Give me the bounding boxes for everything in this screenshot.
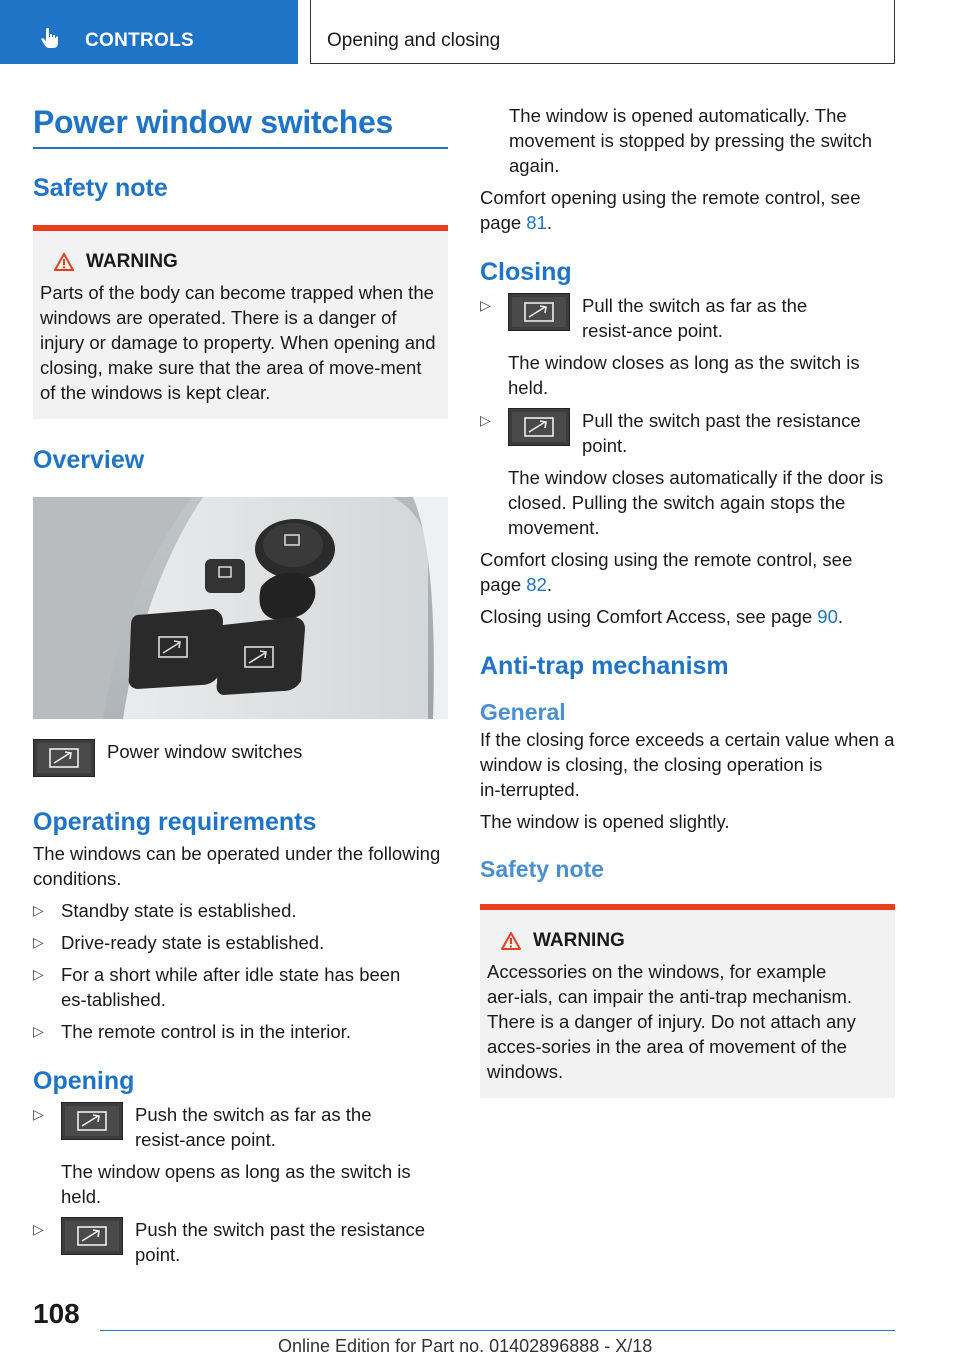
warning-title xyxy=(487,928,887,953)
list-bullet-icon: ▷ xyxy=(480,412,491,428)
chapter-tab[interactable] xyxy=(0,0,298,64)
page-title: Power window switches xyxy=(33,104,393,140)
page-link-81[interactable]: 81 xyxy=(526,212,547,233)
right-column xyxy=(480,103,895,1098)
comfort-access-text: Closing using Comfort Access, see page 90. xyxy=(480,606,844,627)
list-item xyxy=(480,293,895,400)
section-header-label: Opening and closing xyxy=(327,30,501,51)
hand-pointer-icon xyxy=(38,26,62,50)
list-item xyxy=(33,1102,448,1209)
comfort-opening-text: Comfort opening using the remote control, see page 81. xyxy=(480,187,861,233)
title-rule xyxy=(33,147,448,149)
opening-step-text: Push the switch as far as the resist‑ance point. xyxy=(135,1104,372,1150)
opening-continued-text: The window is opened automatically. The movement is stopped by pressing the switch again. xyxy=(509,105,872,176)
anti-trap-heading: Anti‑trap mechanism xyxy=(480,652,729,680)
opening-step-text: Push the switch past the resistance point. xyxy=(135,1219,425,1265)
power-window-switch-icon xyxy=(61,1217,123,1255)
closing-step-text: Pull the switch past the resistance point. xyxy=(582,410,861,456)
power-window-switch-icon xyxy=(33,739,95,777)
list-item xyxy=(33,962,448,1012)
anti-trap-safety-heading: Safety note xyxy=(480,856,604,882)
opening-step-detail: The window opens as long as the switch is held. xyxy=(61,1161,411,1207)
warning-triangle-icon xyxy=(54,253,74,271)
general-text-2: The window is opened slightly. xyxy=(480,811,730,832)
list-bullet-icon: ▷ xyxy=(33,1106,44,1122)
warning-text: Accessories on the windows, for example aer‑ials, can impair the anti‑trap mechanism. There is a danger of injury. Do not attach any acces‑sories in the area of movement of the windows. xyxy=(487,961,856,1082)
general-heading: General xyxy=(480,699,566,725)
warning-label: WARNING xyxy=(86,251,178,272)
switch-panel-photo xyxy=(33,497,448,719)
page-link-90[interactable]: 90 xyxy=(817,606,838,627)
power-window-switch-icon xyxy=(508,408,570,446)
operating-intro: The windows can be operated under the following conditions. xyxy=(33,843,441,889)
operating-requirements-heading: Operating requirements xyxy=(33,808,317,836)
section-header xyxy=(310,0,895,64)
general-text: If the closing force exceeds a certain value when a window is closing, the closing operation is in‑terrupted. xyxy=(480,729,895,800)
warning-title xyxy=(40,249,440,274)
power-window-switch-icon xyxy=(61,1102,123,1140)
comfort-access-label: Closing using Comfort Access, see page xyxy=(480,606,818,627)
list-item xyxy=(33,1019,448,1044)
comfort-closing-text: Comfort closing using the remote control, see page 82. xyxy=(480,549,853,595)
overview-heading: Overview xyxy=(33,446,145,474)
safety-note-heading: Safety note xyxy=(33,174,168,202)
list-item xyxy=(33,898,448,923)
condition-text: Standby state is established. xyxy=(61,900,297,921)
chapter-tab-label: CONTROLS xyxy=(85,30,195,51)
page-link-82[interactable]: 82 xyxy=(526,574,547,595)
comfort-opening-label: Comfort opening using the remote control, see page xyxy=(480,187,861,233)
comfort-closing-label: Comfort closing using the remote control, see page xyxy=(480,549,853,595)
list-item xyxy=(33,1217,448,1267)
edition-text: Online Edition for Part no. 01402896888 - X/18 xyxy=(278,1336,653,1356)
photo-caption-text: Power window switches xyxy=(107,741,303,762)
condition-text: Drive-ready state is established. xyxy=(61,932,325,953)
list-bullet-icon: ▷ xyxy=(33,934,44,950)
condition-text: The remote control is in the interior. xyxy=(61,1021,351,1042)
list-bullet-icon: ▷ xyxy=(33,1023,44,1039)
warning-label: WARNING xyxy=(533,930,625,951)
opening-heading: Opening xyxy=(33,1067,135,1095)
closing-step-text: Pull the switch as far as the resist‑ance point. xyxy=(582,295,808,341)
warning-triangle-icon xyxy=(501,932,521,950)
closing-heading: Closing xyxy=(480,258,572,286)
warning-box xyxy=(33,225,448,419)
left-column xyxy=(33,100,448,1267)
closing-step-detail: The window closes automatically if the door is closed. Pulling the switch again stops the movement. xyxy=(508,467,884,538)
list-bullet-icon: ▷ xyxy=(33,966,44,982)
closing-step-detail: The window closes as long as the switch is held. xyxy=(508,352,860,398)
list-item xyxy=(33,930,448,955)
list-bullet-icon: ▷ xyxy=(33,902,44,918)
list-bullet-icon: ▷ xyxy=(33,1221,44,1237)
list-bullet-icon: ▷ xyxy=(480,297,491,313)
power-window-switch-icon xyxy=(508,293,570,331)
warning-text: Parts of the body can become trapped when the windows are operated. There is a danger of injury or damage to property. When opening and closing, make sure that the area of move‑ment of the windows is kept clear. xyxy=(40,282,436,403)
list-item xyxy=(480,408,895,540)
page-number: 108 xyxy=(33,1298,80,1329)
footer-rule xyxy=(100,1330,895,1331)
condition-text: For a short while after idle state has been es‑tablished. xyxy=(61,964,401,1010)
warning-box xyxy=(480,904,895,1098)
photo-caption xyxy=(33,739,448,777)
